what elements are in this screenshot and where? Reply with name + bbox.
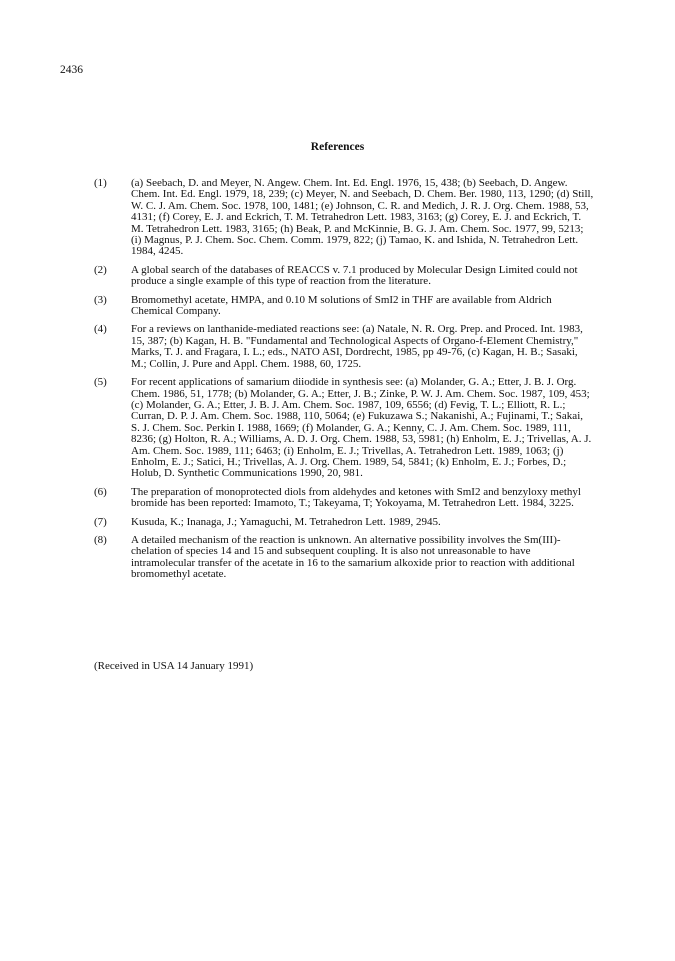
reference-number: (8) xyxy=(94,533,107,546)
page-number: 2436 xyxy=(60,64,83,76)
reference-number: (5) xyxy=(94,376,107,389)
reference-item xyxy=(94,535,594,581)
reference-text: A detailed mechanism of the reaction is unknown. An alternative possibility involves the Sm(III)-chelation of species 14 and 15 and subsequent coupling. It is also not unreasonable to have intramolecular transfer of the acetate in 16 to the samarium alkoxide prior to reaction with additional bromomethyl acetate. xyxy=(131,533,575,581)
reference-text: (a) Seebach, D. and Meyer, N. Angew. Chem. Int. Ed. Engl. 1976, 15, 438; (b) Seebach, D. Angew. Chem. Int. Ed. Engl. 1979, 18, 239; (c) Meyer, N. and Seebach, D. Chem. Ber. 1980, 113, 1290; (d) Still, W. C. J. Am. Chem. Soc. 1978, 100, 1481; (e) Johnson, C. R. and Medich, J. R. J. Org. Chem. 1988, 53, 4131; (f) Corey, E. J. and Eckrich, T. M. Tetrahedron Lett. 1983, 3163; (g) Corey, E. J. and Eckrich, T. M. Tetrahedron Lett. 1983, 3165; (h) Beak, P. and McKinnie, B. G. J. Am. Chem. Soc. 1977, 99, 5213; (i) Magnus, P. J. Chem. Soc. Chem. Comm. 1979, 822; (j) Tamao, K. and Ishida, N. Tetrahedron Lett. 1984, 4245. xyxy=(131,177,594,258)
reference-item xyxy=(94,377,594,480)
reference-item xyxy=(94,295,594,318)
reference-text: For recent applications of samarium diiodide in synthesis see: (a) Molander, G. A.; Etter, J. B. J. Org. Chem. 1986, 51, 1778; (b) Molander, G. A.; Etter, J. B.; Zinke, P. W. J. Am. Chem. Soc. 1987, 109, 453; (c) Molander, G. A.; Etter, J. B. J. Am. Chem. Soc. 1987, 109, 6556; (d) Fevig, T. L.; Elliott, R. L.; Curran, D. P. J. Am. Chem. Soc. 1988, 110, 5064; (e) Fukuzawa S.; Nakanishi, A.; Fujinami, T.; Sakai, S. J. Chem. Soc. Perkin I. 1988, 1669; (f) Molander, G. A.; Kenny, C. J. Am. Chem. Soc. 1989, 111, 8236; (g) Holton, R. A.; Williams, A. D. J. Org. Chem. 1988, 53, 5981; (h) Enholm, E. J.; Trivellas, A. J. Am. Chem. Soc. 1989, 111; 6463; (i) Enholm, E. J.; Trivellas, A. Tetrahedron Lett. 1989, 1063; (j) Enholm, E. J.; Satici, H.; Trivellas, A. J. Org. Chem. 1989, 54, 5841; (k) Enholm, E. J.; Forbes, D.; Holub, D. Synthetic Communications 1990, 20, 981. xyxy=(131,376,592,480)
reference-item xyxy=(94,487,594,510)
reference-item xyxy=(94,178,594,258)
reference-number: (4) xyxy=(94,323,107,336)
received-date: (Received in USA 14 January 1991) xyxy=(94,660,254,672)
reference-item xyxy=(94,324,594,370)
section-heading: References xyxy=(310,141,365,153)
reference-number: (3) xyxy=(94,293,107,306)
reference-number: (7) xyxy=(94,515,107,528)
reference-list xyxy=(94,178,594,588)
reference-text: A global search of the databases of REACCS v. 7.1 produced by Molecular Design Limited could not produce a single example of this type of reaction from the literature. xyxy=(131,263,578,288)
reference-number: (2) xyxy=(94,263,107,276)
reference-text: For a reviews on lanthanide-mediated reactions see: (a) Natale, N. R. Org. Prep. and Proced. Int. 1983, 15, 387; (b) Kagan, H. B. "Fundamental and Technological Aspects of Organo-f-Element Chemistry," Marks, T. J. and Fragara, I. L.; eds., NATO ASI, Dordrecht, 1985, pp 49-76, (c) Kagan, H. B.; Sasaki, M.; Collin, J. Pure and Appl. Chem. 1988, 60, 1725. xyxy=(131,323,583,370)
reference-item xyxy=(94,265,594,288)
reference-number: (1) xyxy=(94,177,107,189)
reference-text: The preparation of monoprotected diols from aldehydes and ketones with SmI2 and benzyloxy methyl bromide has been reported: Imamoto, T.; Takeyama, T; Yokoyama, M. Tetrahedron Lett. 1984, 3225. xyxy=(131,485,581,510)
reference-item xyxy=(94,517,594,528)
reference-text: Bromomethyl acetate, HMPA, and 0.10 M solutions of SmI2 in THF are available from Aldrich Chemical Company. xyxy=(131,293,552,318)
reference-text: Kusuda, K.; Inanaga, J.; Yamaguchi, M. Tetrahedron Lett. 1989, 2945. xyxy=(131,515,441,528)
reference-number: (6) xyxy=(94,485,107,498)
